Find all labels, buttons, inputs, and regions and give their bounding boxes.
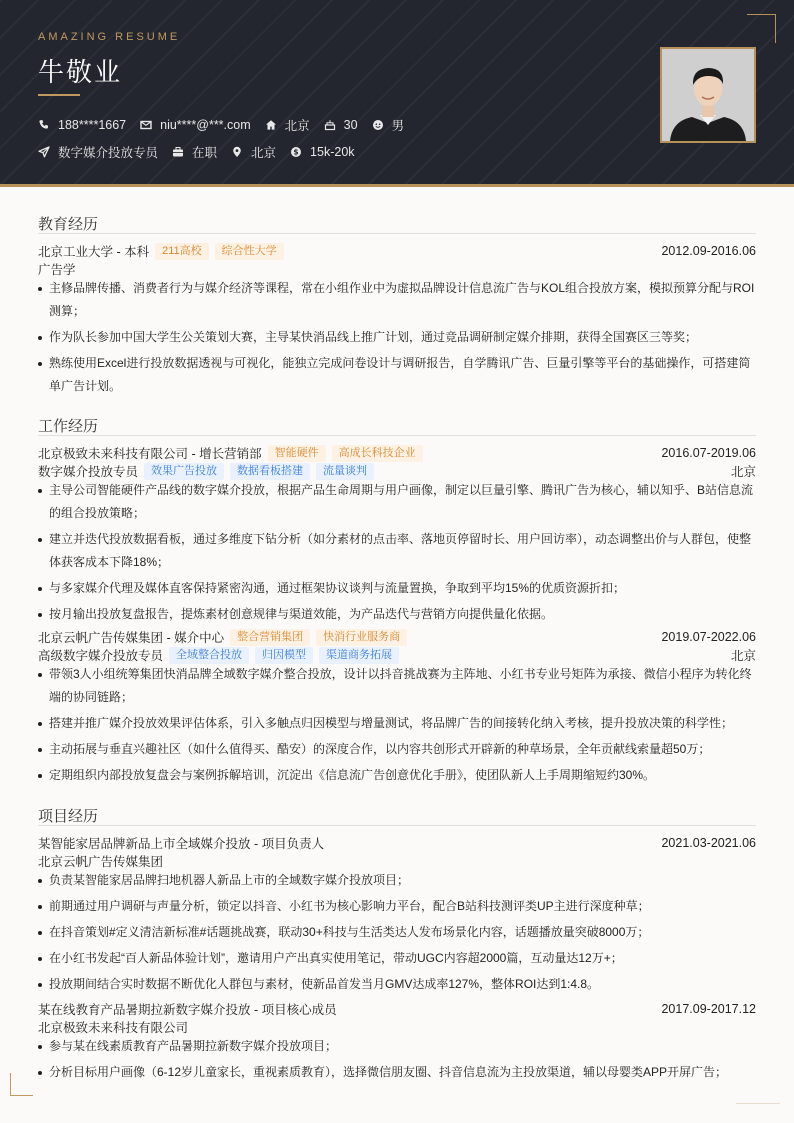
project-org-row bbox=[38, 1018, 756, 1036]
project-bullets bbox=[38, 869, 756, 999]
name-underline bbox=[38, 94, 80, 96]
project-entry-header bbox=[38, 834, 756, 852]
email-item bbox=[140, 118, 251, 132]
job-intent-row bbox=[38, 143, 369, 161]
company-tag: 整合营销集团 bbox=[230, 629, 310, 646]
gender-icon bbox=[372, 119, 384, 131]
list-item: 前期通过用户调研与声量分析，锁定以抖音、小红书为核心影响力平台，配合B站科技测评类UP主进行深度种草； bbox=[38, 895, 756, 918]
work-section-title: 工作经历 bbox=[38, 418, 99, 435]
education-major-row bbox=[38, 260, 756, 278]
list-item: 主修品牌传播、消费者行为与媒介经济等课程，常在小组作业中为虚拟品牌设计信息流广告与KOL组合投放方案，模拟预算分配与ROI测算； bbox=[38, 277, 756, 323]
home-city-text: 北京 bbox=[284, 119, 310, 133]
project-date: 2021.03-2021.06 bbox=[661, 836, 756, 850]
salary-text: 15k-20k bbox=[310, 145, 355, 159]
list-item: 作为队长参加中国大学生公关策划大赛，主导某快消品线上推广计划，通过竞品调研制定媒介排期，获得全国赛区三等奖； bbox=[38, 326, 756, 349]
list-item: 主动拓展与垂直兴趣社区（如什么值得买、酷安）的深度合作，以内容共创形式开辟新的种草场景，全年贡献线索量超50万； bbox=[38, 738, 756, 761]
resume-header bbox=[0, 0, 794, 184]
corner-decoration bbox=[10, 1073, 33, 1096]
briefcase-icon bbox=[172, 146, 184, 158]
section-divider bbox=[38, 825, 756, 826]
corner-decoration bbox=[747, 14, 776, 43]
job-date: 2019.07-2022.06 bbox=[661, 630, 756, 644]
list-item: 投放期间结合实时数据不断优化人群包与素材，使新品首发当月GMV达成率127%，整体ROI达到1:4.8。 bbox=[38, 973, 756, 996]
role-tag: 全域整合投放 bbox=[169, 647, 249, 664]
job-role-row bbox=[38, 462, 756, 480]
job-status-text: 在职 bbox=[192, 146, 218, 160]
project-org-row bbox=[38, 852, 756, 870]
mail-icon bbox=[140, 119, 152, 131]
list-item: 定期组织内部投放复盘会与案例拆解培训，沉淀出《信息流广告创意优化手册》，使团队新人上手周期缩短约30%。 bbox=[38, 764, 756, 787]
education-bullets bbox=[38, 277, 756, 401]
target-position-item bbox=[38, 143, 158, 161]
list-item: 分析目标用户画像（6-12岁儿童家长，重视素质教育），选择微信朋友圈、抖音信息流为主投放渠道，辅以母婴类APP开屏广告； bbox=[38, 1061, 756, 1084]
project-name: 某在线教育产品暑期拉新数字媒介投放 - 项目核心成员 bbox=[38, 1003, 337, 1017]
list-item: 按月输出投放复盘报告，提炼素材创意规律与渠道效能，为产品迭代与营销方向提供量化依据。 bbox=[38, 603, 756, 626]
gender-item bbox=[372, 116, 405, 134]
project-org: 北京云帆广告传媒集团 bbox=[38, 855, 164, 869]
list-item: 搭建并推广媒介投放效果评估体系，引入多触点归因模型与增量测试，将品牌广告的间接转化纳入考核，提升投放决策的科学性； bbox=[38, 712, 756, 735]
list-item: 熟练使用Excel进行投放数据透视与可视化，能独立完成问卷设计与调研报告，自学腾讯广告、巨量引擎等平台的基础操作，可搭建简单广告计划。 bbox=[38, 352, 756, 398]
target-city-text: 北京 bbox=[251, 146, 277, 160]
company-tag: 高成长科技企业 bbox=[332, 445, 423, 462]
list-item: 带领3人小组统筹集团快消品牌全域数字媒介整合投放，设计以抖音挑战赛为主阵地、小红书专业号矩阵为承接、微信小程序为转化终端的协同链路； bbox=[38, 663, 756, 709]
job-city: 北京 bbox=[730, 649, 756, 663]
age-text: 30 bbox=[343, 118, 358, 132]
job-date: 2016.07-2019.06 bbox=[661, 446, 756, 460]
send-icon bbox=[38, 146, 50, 158]
company-name: 北京云帆广告传媒集团 - 媒介中心 bbox=[38, 631, 225, 645]
job-entry-header bbox=[38, 628, 756, 646]
job-bullets bbox=[38, 479, 756, 629]
list-item: 主导公司智能硬件产品线的数字媒介投放，根据产品生命周期与用户画像，制定以巨量引擎、腾讯广告为核心，辅以知乎、B站信息流的组合投放策略； bbox=[38, 479, 756, 525]
company-tag: 智能硬件 bbox=[268, 445, 326, 462]
role-tag: 流量谈判 bbox=[316, 463, 374, 480]
section-divider bbox=[38, 435, 756, 436]
corner-decoration bbox=[736, 1103, 780, 1104]
school-name: 北京工业大学 - 本科 bbox=[38, 245, 150, 259]
major: 广告学 bbox=[38, 263, 76, 277]
phone-icon bbox=[38, 119, 50, 131]
education-entry-header bbox=[38, 242, 756, 260]
email-text: niu****@***.com bbox=[160, 118, 251, 132]
company-tag: 快消行业服务商 bbox=[316, 629, 407, 646]
svg-text:$: $ bbox=[293, 147, 299, 157]
list-item: 在小红书发起“百人新品体验计划”，邀请用户产出真实使用笔记，带动UGC内容超2000篇，互动量达12万+； bbox=[38, 947, 756, 970]
education-section-title: 教育经历 bbox=[38, 216, 99, 233]
candidate-name: 牛敬业 bbox=[38, 57, 123, 87]
company-name: 北京极致未来科技有限公司 - 增长营销部 bbox=[38, 447, 262, 461]
project-org: 北京极致未来科技有限公司 bbox=[38, 1021, 189, 1035]
list-item: 与多家媒介代理及媒体直客保持紧密沟通，通过框架协议谈判与流量置换，争取到平均15%的优质资源折扣； bbox=[38, 577, 756, 600]
profile-photo bbox=[660, 47, 756, 143]
phone-item bbox=[38, 118, 126, 132]
location-pin-icon bbox=[231, 146, 243, 158]
project-bullets bbox=[38, 1035, 756, 1087]
job-role-row bbox=[38, 646, 756, 664]
projects-section-title: 项目经历 bbox=[38, 808, 99, 825]
project-entry-header bbox=[38, 1000, 756, 1018]
role-tag: 渠道商务拓展 bbox=[319, 647, 399, 664]
job-entry-header bbox=[38, 444, 756, 462]
salary-icon bbox=[290, 146, 302, 158]
job-role: 数字媒介投放专员 bbox=[38, 465, 139, 479]
project-name: 某智能家居品牌新品上市全域媒介投放 - 项目负责人 bbox=[38, 837, 325, 851]
target-city-item bbox=[231, 143, 276, 161]
job-role: 高级数字媒介投放专员 bbox=[38, 649, 164, 663]
gender-text: 男 bbox=[391, 119, 405, 133]
job-status-item bbox=[172, 143, 217, 161]
salary-item bbox=[290, 145, 354, 159]
home-city-item bbox=[265, 116, 310, 134]
job-city: 北京 bbox=[730, 465, 756, 479]
tagline: AMAZING RESUME bbox=[38, 31, 181, 43]
phone-text: 188****1667 bbox=[58, 118, 127, 132]
education-date: 2012.09-2016.06 bbox=[661, 244, 756, 258]
cake-icon bbox=[324, 119, 336, 131]
list-item: 负责某智能家居品牌扫地机器人新品上市的全域数字媒介投放项目； bbox=[38, 869, 756, 892]
list-item: 建立并迭代投放数据看板，通过多维度下钻分析（如分素材的点击率、落地页停留时长、用户回访率），动态调整出价与人群包，使整体获客成本下降18%； bbox=[38, 528, 756, 574]
project-date: 2017.09-2017.12 bbox=[661, 1002, 756, 1016]
target-position-text: 数字媒介投放专员 bbox=[58, 146, 159, 160]
header-divider bbox=[0, 184, 794, 187]
age-item bbox=[324, 118, 358, 132]
home-icon bbox=[265, 119, 277, 131]
role-tag: 数据看板搭建 bbox=[230, 463, 310, 480]
role-tag: 效果广告投放 bbox=[144, 463, 224, 480]
contact-row bbox=[38, 116, 418, 134]
list-item: 在抖音策划#定义清洁新标准#话题挑战赛，联动30+科技与生活类达人发布场景化内容，话题播放量突破8000万； bbox=[38, 921, 756, 944]
role-tag: 归因模型 bbox=[255, 647, 313, 664]
job-bullets bbox=[38, 663, 756, 790]
section-divider bbox=[38, 233, 756, 234]
school-tag: 综合性大学 bbox=[215, 243, 284, 260]
school-tag: 211高校 bbox=[155, 243, 209, 260]
list-item: 参与某在线素质教育产品暑期拉新数字媒介投放项目； bbox=[38, 1035, 756, 1058]
